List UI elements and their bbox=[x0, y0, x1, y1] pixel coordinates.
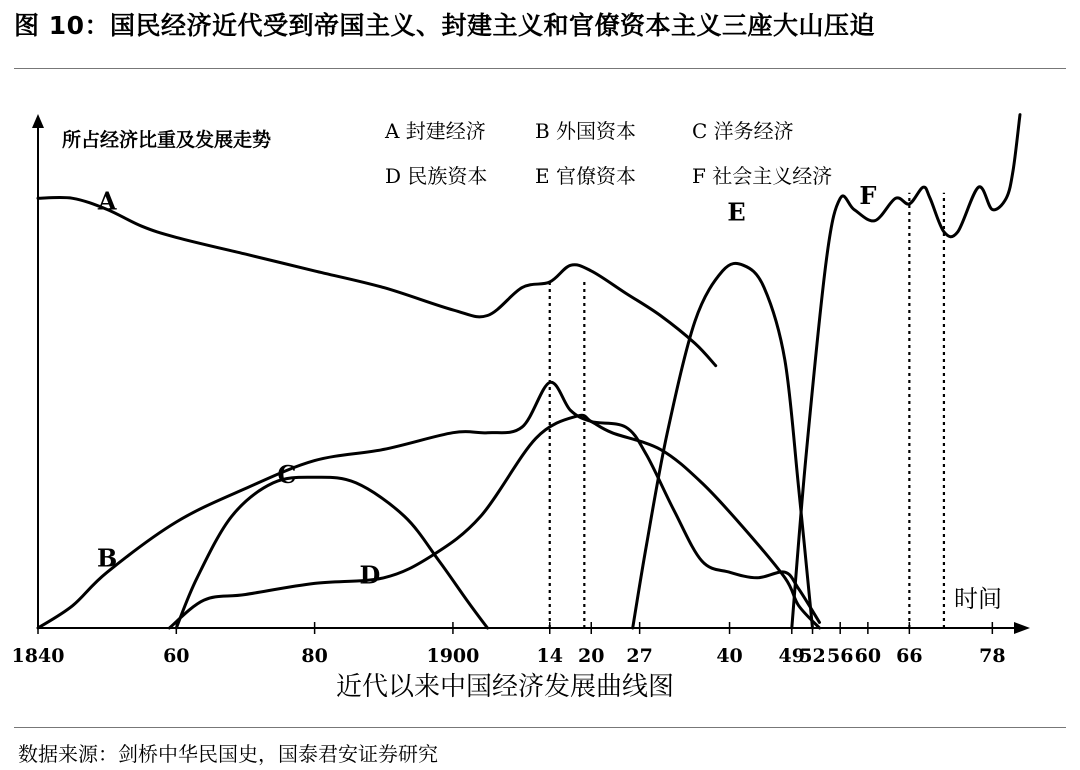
bottom-divider bbox=[14, 727, 1066, 728]
x-tick-label: 1900 bbox=[426, 645, 480, 667]
x-tick-label: 78 bbox=[979, 645, 1006, 667]
x-tick-label: 20 bbox=[578, 645, 605, 667]
x-tick-label: 66 bbox=[896, 645, 923, 667]
legend-item-e: E 官僚资本 bbox=[535, 164, 636, 188]
series-label-c: C bbox=[277, 459, 297, 489]
economy-line-chart bbox=[0, 70, 1080, 720]
legend-item-d: D 民族资本 bbox=[385, 164, 488, 188]
legend-item-a: A 封建经济 bbox=[385, 119, 486, 143]
x-tick-label: 49 bbox=[778, 645, 806, 667]
source-note: 数据来源：剑桥中华民国史，国泰君安证券研究 bbox=[18, 742, 438, 766]
x-tick-label: 80 bbox=[301, 645, 328, 667]
series-label-e: E bbox=[727, 197, 746, 227]
x-tick-label: 27 bbox=[626, 645, 653, 667]
top-divider bbox=[14, 68, 1066, 69]
legend-item-f: F 社会主义经济 bbox=[692, 164, 833, 188]
series-label-f: F bbox=[859, 180, 877, 210]
x-axis-label: 时间 bbox=[954, 585, 1002, 613]
x-tick-label: 52 bbox=[799, 645, 826, 667]
x-tick-label: 14 bbox=[536, 645, 563, 667]
y-axis-arrow bbox=[32, 114, 44, 128]
chart-title-header: 图 10：国民经济近代受到帝国主义、封建主义和官僚资本主义三座大山压迫 bbox=[14, 11, 875, 40]
series-label-b: B bbox=[97, 543, 118, 573]
series-line-b bbox=[38, 382, 820, 628]
legend-item-c: C 洋务经济 bbox=[692, 119, 794, 143]
x-tick-label: 60 bbox=[163, 645, 190, 667]
x-tick-label: 1840 bbox=[11, 645, 65, 667]
series-label-d: D bbox=[359, 560, 381, 590]
x-tick-label: 60 bbox=[854, 645, 882, 667]
series-line-a bbox=[38, 198, 716, 366]
y-axis-label: 所占经济比重及发展走势 bbox=[62, 129, 272, 151]
legend-item-b: B 外国资本 bbox=[535, 119, 637, 143]
series-label-a: A bbox=[97, 186, 117, 216]
x-tick-label: 56 bbox=[826, 645, 854, 667]
chart-title: 近代以来中国经济发展曲线图 bbox=[335, 672, 675, 702]
series-line-d bbox=[169, 415, 819, 628]
x-tick-label: 40 bbox=[716, 645, 743, 667]
series-line-f bbox=[792, 115, 1020, 628]
x-axis-arrow bbox=[1014, 622, 1030, 634]
